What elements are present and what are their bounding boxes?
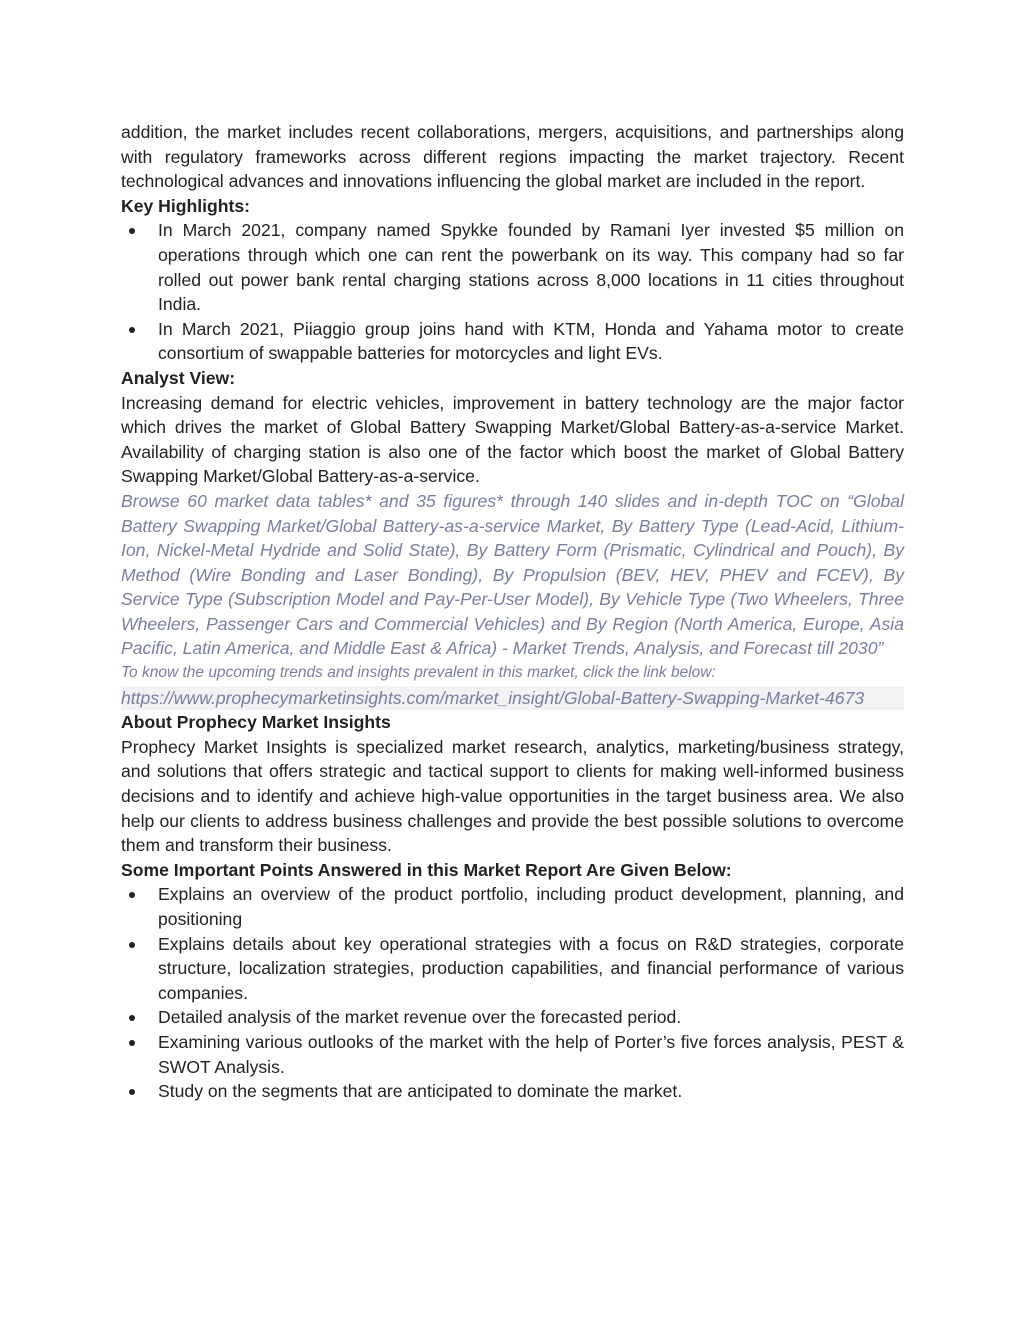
bullet-icon [129, 228, 135, 234]
list-item-text: Detailed analysis of the market revenue over the forecasted period. [158, 1007, 682, 1028]
bullet-icon [129, 942, 135, 948]
list-item [121, 932, 904, 1006]
list-item-text: Study on the segments that are anticipated to dominate the market. [158, 1081, 683, 1102]
list-item [121, 1005, 904, 1030]
list-item-text: Examining various outlooks of the market with the help of Porter’s five forces analysis, PEST & SWOT Analysis. [158, 1031, 904, 1077]
bullet-icon [129, 1015, 135, 1021]
list-item [121, 1079, 904, 1104]
list-item-text: In March 2021, company named Spykke founded by Ramani Iyer invested $5 million on operations through which one can rent the powerbank on its way. This company had so far rolled out power bank rental charging stations across 8,000 locations in 11 cities throughout India. [158, 220, 904, 315]
about-heading: About Prophecy Market Insights [121, 712, 391, 733]
key-highlights-list [121, 218, 904, 366]
intro-paragraph: addition, the market includes recent collaborations, mergers, acquisitions, and partnerships along with regulatory frameworks across different regions impacting the market trajectory. Recent technological advances and innovations influencing the global market are included in the report. [121, 122, 904, 192]
list-item [121, 218, 904, 316]
bullet-icon [129, 1089, 135, 1095]
points-list [121, 882, 904, 1103]
analyst-view-heading: Analyst View: [121, 367, 236, 388]
list-item [121, 317, 904, 366]
report-link[interactable]: https://www.prophecymarketinsights.com/market_insight/Global-Battery-Swapping-Market-4673 [121, 686, 904, 711]
document-page [121, 120, 904, 1104]
points-heading: Some Important Points Answered in this Market Report Are Given Below: [121, 859, 732, 880]
bullet-icon [129, 892, 135, 898]
list-item [121, 1030, 904, 1079]
key-highlights-heading: Key Highlights: [121, 195, 251, 216]
bullet-icon [129, 1040, 135, 1046]
list-item-text: Explains an overview of the product portfolio, including product development, planning, and positioning [158, 884, 904, 929]
browse-report-paragraph: Browse 60 market data tables* and 35 figures* through 140 slides and in-depth TOC on “Global Battery Swapping Market/Global Battery-as-a-service Market, By Battery Type (Lead-Acid, Lithium-Ion, Nickel-Metal Hydride and Solid State), By Battery Form (Prismatic, Cylindrical and Pouch), By Method (Wire Bonding and Laser Bonding), By Propulsion (BEV, HEV, PHEV and FCEV), By Service Type (Subscription Model and Pay-Per-User Model), By Vehicle Type (Two Wheelers, Three Wheelers, Passenger Cars and Commercial Vehicles) and By Region (North America, Europe, Asia Pacific, Latin America, and Middle East & Africa) - Market Trends, Analysis, and Forecast till 2030” [121, 490, 904, 659]
list-item-text: In March 2021, Piiaggio group joins hand with KTM, Honda and Yahama motor to create consortium of swappable batteries for motorcycles and light EVs. [158, 318, 904, 364]
list-item-text: Explains details about key operational strategies with a focus on R&D strategies, corporate structure, localization strategies, production capabilities, and financial performance of various companies. [158, 933, 904, 1003]
about-paragraph: Prophecy Market Insights is specialized market research, analytics, marketing/business strategy, and solutions that offers strategic and tactical support to clients for making well-informed business decisions and to identify and achieve high-value opportunities in the target business area. We also help our clients to address business challenges and provide the best possible solutions to overcome them and transform their business. [121, 736, 904, 856]
bullet-icon [129, 327, 135, 333]
analyst-view-paragraph: Increasing demand for electric vehicles, improvement in battery technology are the major factor which drives the market of Global Battery Swapping Market/Global Battery-as-a-service Market. Availability of charging station is also one of the factor which boost the market of Global Battery Swapping Market/Global Battery-as-a-service. [121, 392, 904, 487]
list-item [121, 882, 904, 931]
link-intro-text: To know the upcoming trends and insights prevalent in this market, click the link below: [121, 664, 716, 682]
